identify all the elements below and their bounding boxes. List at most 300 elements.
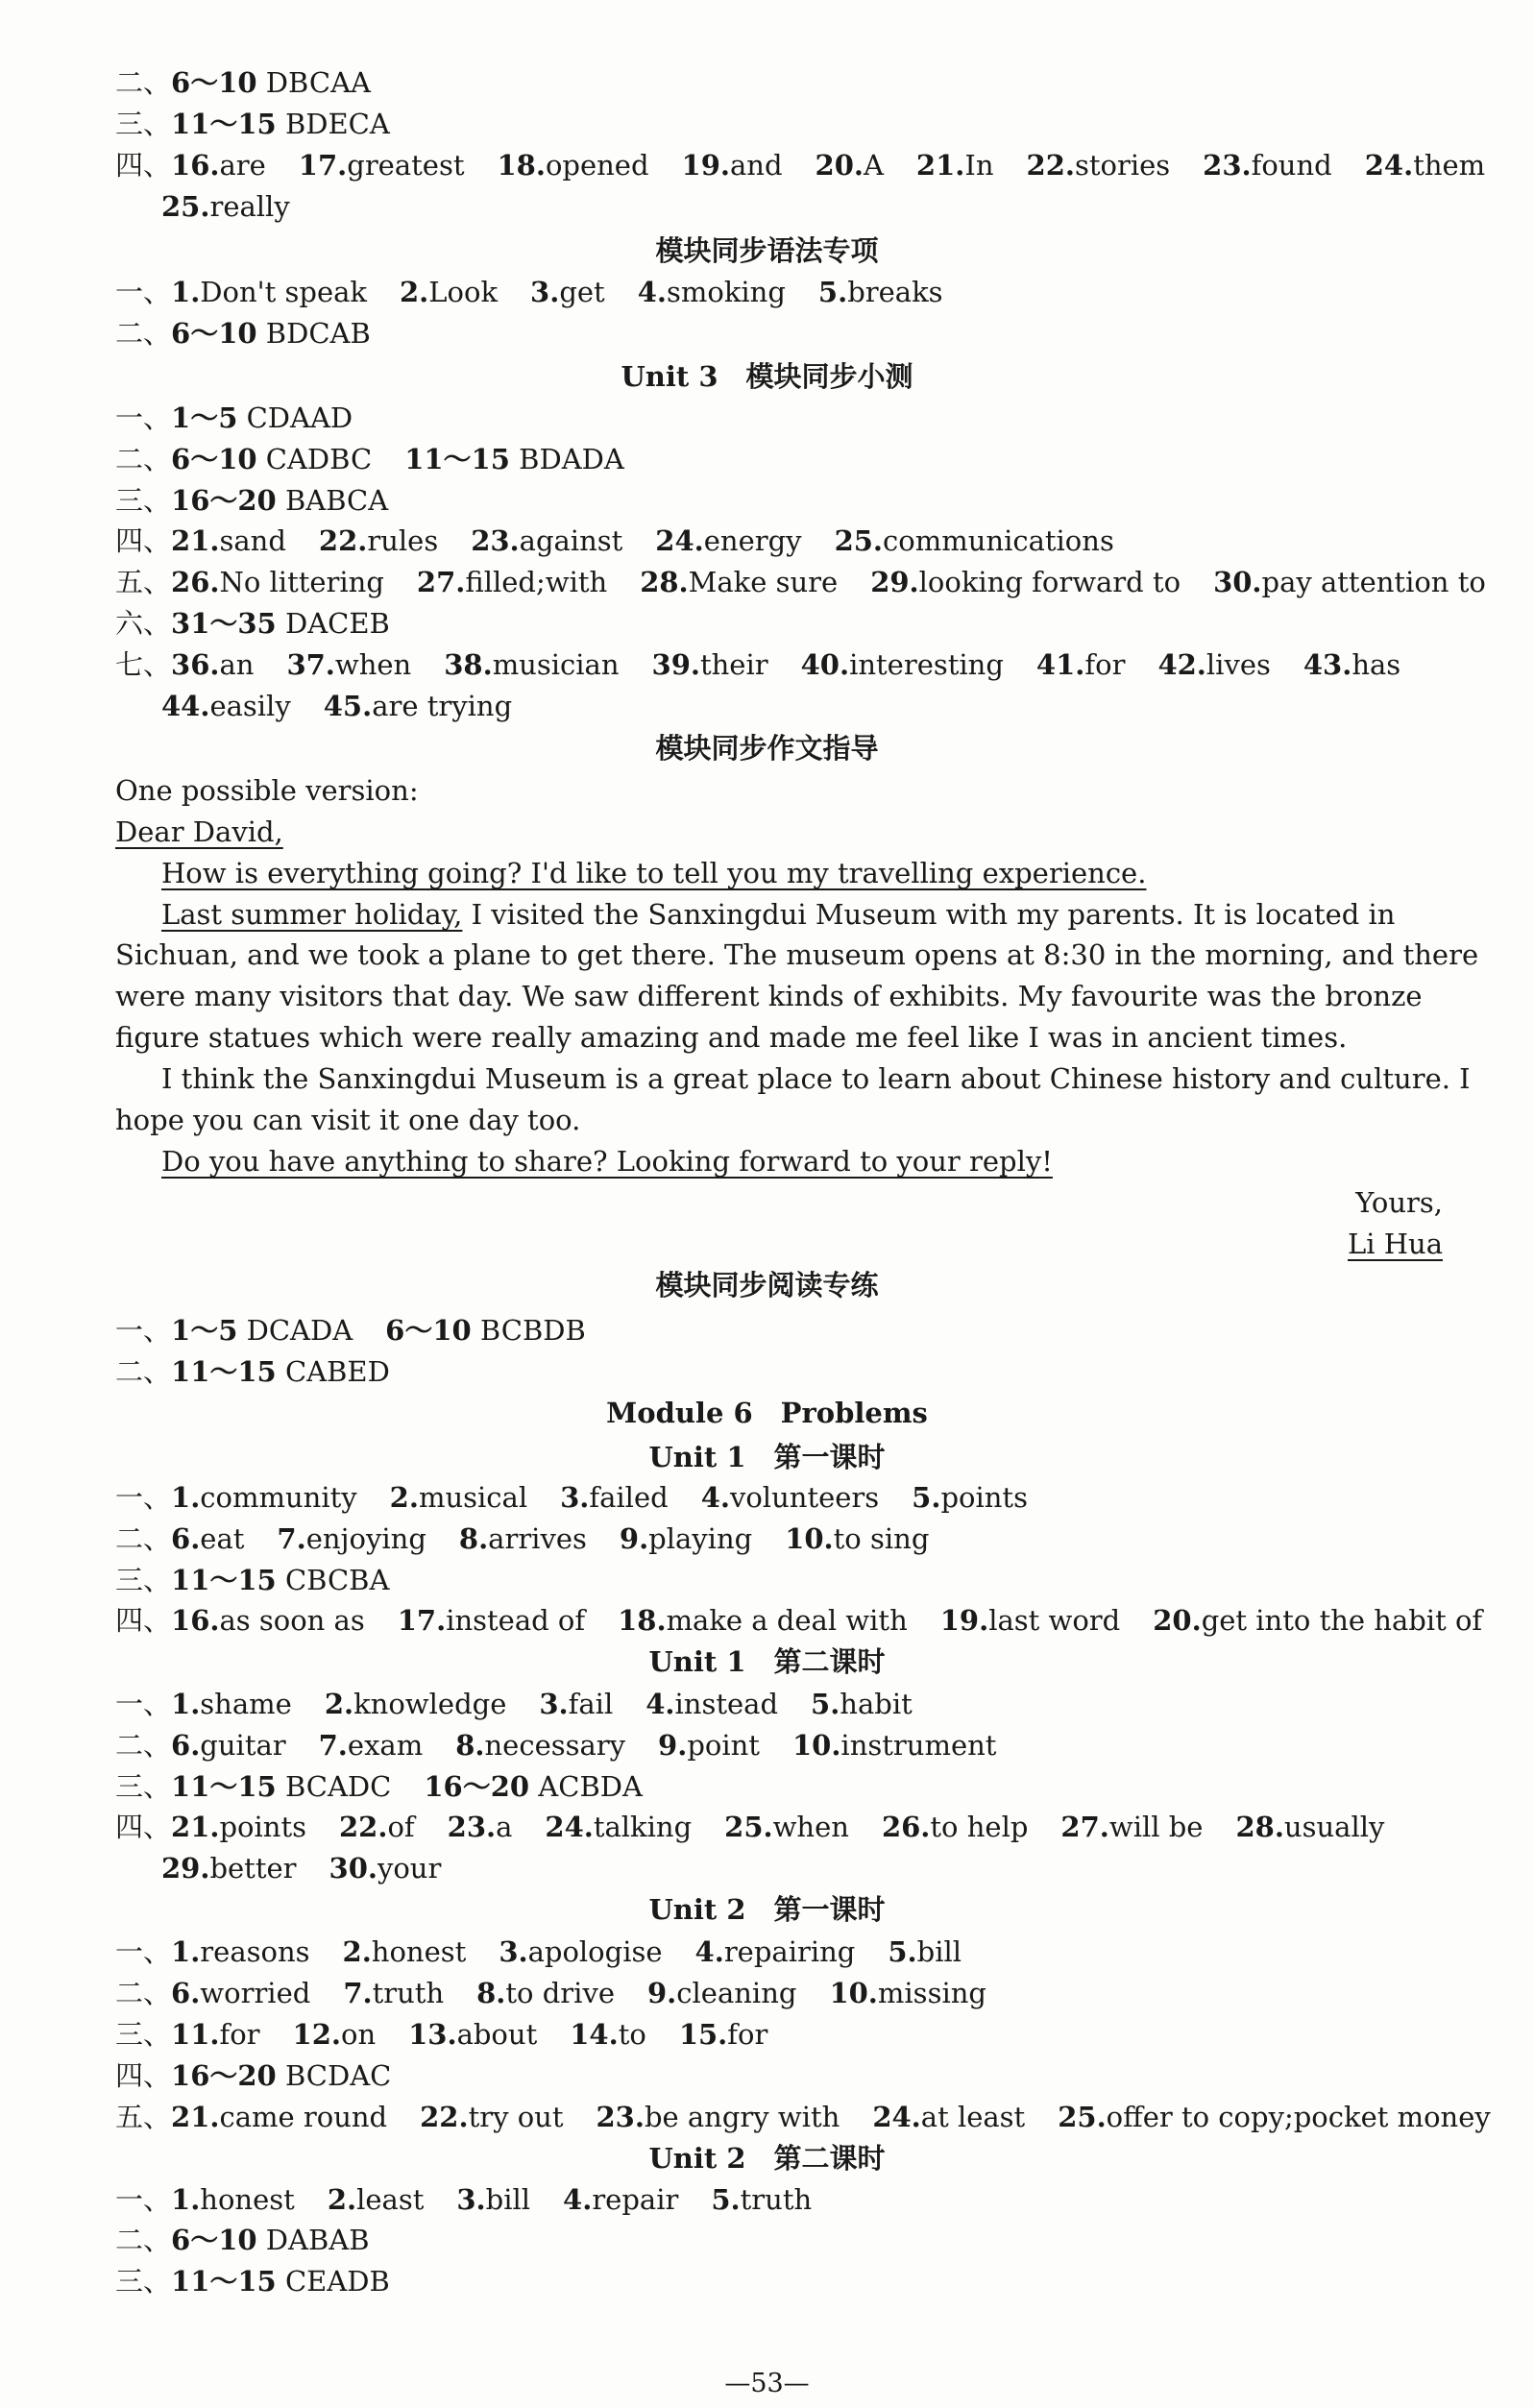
answer-text: easily	[209, 690, 291, 722]
question-number: 23.	[1203, 149, 1252, 182]
question-number: 8.	[458, 1522, 489, 1555]
answer-item	[882, 1811, 1028, 1843]
answer-text: stories	[1074, 149, 1171, 182]
answer-item	[499, 1935, 662, 1968]
question-number: 16～20	[424, 1770, 530, 1803]
question-group-label: 二、	[115, 1977, 172, 2009]
answer-item	[171, 1522, 244, 1555]
essay-line	[1355, 1186, 1443, 1219]
answer-text: fail	[568, 1688, 614, 1720]
question-number: 10.	[785, 1522, 834, 1555]
answer-item	[682, 149, 783, 182]
answer-item	[328, 2183, 425, 2216]
answer-item	[343, 1977, 444, 2009]
answer-text: greatest	[347, 149, 465, 182]
answer-text: for	[1084, 648, 1126, 681]
answer-text: for	[219, 2018, 260, 2051]
answer-text: CEADB	[276, 2265, 390, 2298]
answer-item	[417, 566, 607, 598]
answer-item	[324, 690, 512, 722]
answer-item	[724, 1811, 849, 1843]
answer-item	[385, 1314, 586, 1347]
answer-text: about	[456, 2018, 538, 2051]
answer-text: of	[387, 1811, 415, 1843]
answer-line	[115, 2226, 370, 2254]
answer-text: smoking	[666, 276, 786, 308]
answer-text: be angry with	[644, 2101, 840, 2133]
essay-line: Last summer holiday, I visited the Sanxingdui Museum with my parents. It is located in	[161, 898, 1396, 931]
question-number: 26.	[881, 1811, 931, 1843]
question-group-label: 三、	[115, 2018, 172, 2051]
question-number: 21.	[915, 149, 965, 182]
answer-line	[115, 1935, 962, 1968]
question-number: 17.	[397, 1604, 447, 1637]
answer-item	[811, 1688, 913, 1720]
answer-text: get into the habit of	[1201, 1604, 1483, 1637]
answer-line	[115, 2183, 813, 2216]
answer-item	[171, 401, 353, 434]
question-number: 5.	[711, 2183, 741, 2216]
answer-text: honest	[371, 1935, 467, 1968]
question-number: 4.	[637, 276, 667, 308]
answer-line	[115, 401, 353, 434]
answer-text: offer to copy;pocket money	[1106, 2101, 1491, 2133]
answer-item	[888, 1935, 962, 1968]
answer-item	[872, 2101, 1025, 2133]
answer-item	[277, 1522, 426, 1555]
answer-text: try out	[468, 2101, 564, 2133]
essay-line	[161, 1145, 1053, 1178]
question-number: 27.	[416, 566, 466, 598]
essay-text: were many visitors that day. We saw different kinds of exhibits. My favourite was the bronze	[115, 980, 1423, 1012]
question-number: 9.	[619, 1522, 649, 1555]
question-number: 4.	[700, 1481, 730, 1514]
answer-item	[171, 443, 372, 475]
question-number: 5.	[817, 276, 848, 308]
answer-item	[640, 566, 838, 598]
question-number: 20.	[1153, 1604, 1202, 1637]
answer-text: Don't speak	[200, 276, 367, 308]
answer-text: enjoying	[305, 1522, 426, 1555]
question-number: 4.	[645, 1688, 675, 1720]
answer-item	[161, 690, 291, 722]
question-number: 13.	[408, 2018, 457, 2051]
question-group-label: 四、	[115, 149, 172, 182]
question-group-label: 一、	[115, 1481, 172, 1514]
question-group-label: 三、	[115, 484, 172, 517]
answer-text: at least	[920, 2101, 1026, 2133]
answer-item	[424, 1770, 643, 1803]
question-number: 1.	[171, 276, 201, 308]
question-number: 3.	[539, 1688, 569, 1720]
answer-text: BCADC	[276, 1770, 392, 1803]
essay-text: Dear David,	[115, 815, 283, 848]
answer-item	[171, 2183, 295, 2216]
answer-item	[563, 2183, 678, 2216]
question-number: 7.	[343, 1977, 373, 2009]
answer-item	[476, 1977, 615, 2009]
question-number: 20.	[815, 149, 864, 182]
answer-item	[448, 1811, 513, 1843]
essay-text: Sichuan, and we took a plane to get there. The museum opens at 8:30 in the morning, and there	[115, 938, 1479, 971]
answer-line	[115, 2059, 392, 2092]
answer-item	[319, 1729, 424, 1762]
answer-item	[171, 276, 367, 308]
answer-item	[171, 1604, 365, 1637]
answer-line	[115, 648, 1401, 681]
question-group-label: 一、	[115, 1935, 172, 1968]
answer-item	[816, 149, 884, 182]
answer-text: sand	[219, 524, 286, 557]
essay-text: hope you can visit it one day too.	[115, 1104, 581, 1136]
question-group-label: 二、	[115, 317, 172, 350]
answer-line	[115, 484, 389, 517]
question-number: 16～20	[171, 484, 277, 517]
question-group-label: 五、	[115, 2101, 172, 2133]
answer-text: talking	[593, 1811, 693, 1843]
answer-text: instead of	[446, 1604, 586, 1637]
answer-text: musical	[418, 1481, 528, 1514]
answer-item	[444, 648, 619, 681]
essay-line	[115, 1104, 581, 1136]
question-number: 24.	[1364, 149, 1414, 182]
answer-text: a	[496, 1811, 513, 1843]
answer-text: necessary	[484, 1729, 626, 1762]
answer-item	[343, 1935, 467, 1968]
question-number: 6.	[171, 1977, 201, 2009]
answer-text: BCDAC	[276, 2059, 392, 2092]
answer-item	[701, 1481, 879, 1514]
question-number: 42.	[1157, 648, 1206, 681]
answer-text: guitar	[200, 1729, 286, 1762]
question-number: 16.	[171, 1604, 220, 1637]
essay-line	[161, 1062, 1471, 1095]
answer-text: when	[772, 1811, 849, 1843]
answer-item	[455, 1729, 625, 1762]
question-number: 1.	[171, 1688, 201, 1720]
question-number: 1.	[171, 2183, 201, 2216]
answer-item	[1365, 149, 1485, 182]
answer-item	[171, 2101, 387, 2133]
answer-item	[319, 524, 438, 557]
answer-text: A	[863, 149, 884, 182]
answer-line	[115, 1690, 913, 1718]
answer-text: are trying	[372, 690, 513, 722]
answer-line	[115, 607, 390, 640]
answer-text: BDCAB	[256, 317, 371, 350]
question-number: 6～10	[171, 317, 257, 350]
answer-text: looking forward to	[918, 566, 1181, 598]
question-number: 6.	[171, 1522, 201, 1555]
question-number: 8.	[476, 1977, 506, 2009]
essay-line	[115, 938, 1479, 971]
answer-text: to help	[930, 1811, 1029, 1843]
answer-text: worried	[200, 1977, 311, 2009]
question-group-label: 三、	[115, 1564, 172, 1596]
answer-item	[171, 2059, 391, 2092]
answer-text: point	[687, 1729, 760, 1762]
answer-text: volunteers	[729, 1481, 880, 1514]
answer-item	[329, 1852, 442, 1885]
answer-line	[115, 1729, 997, 1762]
answer-text: shame	[200, 1688, 292, 1720]
answer-line	[115, 2265, 390, 2298]
question-number: 23.	[447, 1811, 497, 1843]
answer-text: your	[377, 1852, 442, 1885]
answer-text: pay attention to	[1261, 566, 1486, 598]
answer-text: filled;with	[465, 566, 608, 598]
question-number: 24.	[872, 2101, 921, 2133]
answer-text: instrument	[840, 1729, 997, 1762]
question-number: 21.	[171, 2101, 220, 2133]
question-group-label: 二、	[115, 1355, 172, 1388]
section-heading: Unit 1 第二课时	[648, 1645, 886, 1678]
answer-text: bill	[485, 2183, 531, 2216]
answer-text: to drive	[505, 1977, 615, 2009]
answer-line	[115, 1314, 586, 1347]
answer-line	[115, 566, 1486, 598]
answer-text: to sing	[833, 1522, 930, 1555]
question-number: 37.	[286, 648, 335, 681]
answer-line	[115, 317, 371, 350]
answer-item	[171, 317, 371, 350]
answer-text: points	[219, 1811, 306, 1843]
question-number: 25.	[1058, 2101, 1107, 2133]
question-number: 27.	[1060, 1811, 1109, 1843]
question-number: 17.	[298, 149, 348, 182]
answer-item	[456, 2183, 530, 2216]
question-number: 30.	[1213, 566, 1262, 598]
answer-item	[171, 149, 266, 182]
answer-item	[695, 1935, 856, 1968]
question-number: 22.	[1026, 149, 1075, 182]
answer-text: repair	[592, 2183, 679, 2216]
answer-text: to	[618, 2018, 646, 2051]
answer-item	[161, 190, 290, 223]
answer-item	[835, 524, 1114, 557]
answer-text: came round	[219, 2101, 388, 2133]
answer-line	[115, 1770, 643, 1803]
question-number: 11～15	[171, 1770, 277, 1803]
question-number: 31～35	[171, 607, 277, 640]
question-number: 11～15	[171, 108, 277, 140]
question-number: 29.	[870, 566, 919, 598]
answer-text: DCADA	[237, 1314, 353, 1347]
essay-text: Yours,	[1355, 1186, 1443, 1219]
question-number: 10.	[829, 1977, 878, 2009]
answer-line	[115, 276, 943, 308]
answer-item	[171, 1977, 310, 2009]
answer-item	[171, 1481, 357, 1514]
answer-item	[1235, 1811, 1384, 1843]
answer-text: arrives	[488, 1522, 587, 1555]
answer-item	[459, 1522, 587, 1555]
answer-item	[171, 2018, 260, 2051]
answer-text: better	[209, 1852, 297, 1885]
answer-line	[115, 110, 390, 138]
answer-text: when	[334, 648, 412, 681]
answer-text: DABAB	[256, 2224, 370, 2256]
answer-item	[325, 1688, 507, 1720]
answer-text: their	[699, 648, 768, 681]
question-number: 18.	[618, 1604, 667, 1637]
answer-item	[404, 443, 624, 475]
answer-text: honest	[200, 2183, 295, 2216]
section-heading: 模块同步作文指导	[655, 732, 879, 765]
answer-item	[171, 1935, 310, 1968]
answer-text: on	[340, 2018, 377, 2051]
answer-text: communications	[883, 524, 1114, 557]
question-number: 14.	[570, 2018, 619, 2051]
answer-item	[171, 648, 254, 681]
answer-item	[1203, 149, 1332, 182]
answer-item	[818, 276, 943, 308]
essay-line	[115, 980, 1423, 1012]
answer-text: as soon as	[219, 1604, 365, 1637]
answer-text: bill	[916, 1935, 962, 1968]
question-number: 6.	[171, 1729, 201, 1762]
answer-text: points	[940, 1481, 1028, 1514]
answer-line	[115, 1564, 390, 1596]
question-number: 22.	[338, 1811, 388, 1843]
answer-line	[115, 1813, 1384, 1841]
question-number: 28.	[1235, 1811, 1284, 1843]
answer-text: them	[1413, 149, 1486, 182]
question-number: 25.	[834, 524, 884, 557]
question-number: 10.	[791, 1729, 841, 1762]
question-group-label: 六、	[115, 607, 172, 640]
answer-item	[408, 2018, 537, 2051]
question-group-label: 四、	[115, 1811, 172, 1843]
question-number: 23.	[596, 2101, 645, 2133]
answer-text: ACBDA	[529, 1770, 643, 1803]
question-group-label: 二、	[115, 66, 172, 99]
answer-item	[940, 1604, 1120, 1637]
answer-item	[171, 607, 390, 640]
essay-text: figure statues which were really amazing and made me feel like I was in ancient times.	[115, 1021, 1348, 1054]
answer-item	[171, 66, 371, 99]
answer-text: reasons	[200, 1935, 310, 1968]
question-number: 4.	[694, 1935, 724, 1968]
answer-text: really	[209, 190, 290, 223]
answer-text: knowledge	[353, 1688, 507, 1720]
answer-line	[161, 190, 290, 223]
section-heading: 模块同步语法专项	[655, 234, 879, 267]
answer-item	[171, 1688, 292, 1720]
essay-line	[1348, 1230, 1443, 1258]
question-number: 11～15	[171, 1564, 277, 1596]
answer-text: failed	[589, 1481, 669, 1514]
question-group-label: 三、	[115, 1770, 172, 1803]
question-group-label: 一、	[115, 2183, 172, 2216]
answer-item	[1303, 648, 1400, 681]
answer-item	[171, 2265, 390, 2298]
answer-text: apologise	[527, 1935, 663, 1968]
question-number: 11.	[171, 2018, 220, 2051]
answer-item	[1157, 648, 1270, 681]
question-group-label: 三、	[115, 2265, 172, 2298]
answer-text: and	[729, 149, 783, 182]
answer-item	[171, 1770, 391, 1803]
question-number: 38.	[444, 648, 493, 681]
answer-line	[115, 1522, 930, 1555]
question-number: 3.	[499, 1935, 528, 1968]
answer-text: CADBC	[256, 443, 373, 475]
question-number: 15.	[678, 2018, 728, 2051]
answer-item	[171, 1811, 306, 1843]
question-number: 16～20	[171, 2059, 277, 2092]
question-number: 11～15	[171, 2265, 277, 2298]
question-number: 30.	[329, 1852, 377, 1885]
answer-item	[530, 276, 605, 308]
answer-item	[570, 2018, 646, 2051]
question-number: 23.	[471, 524, 520, 557]
answer-text: against	[519, 524, 623, 557]
question-number: 25.	[161, 190, 210, 223]
essay-line	[115, 815, 283, 848]
question-number: 28.	[640, 566, 689, 598]
answer-text: CBCBA	[276, 1564, 390, 1596]
answer-item	[286, 648, 411, 681]
essay-line	[115, 1021, 1348, 1054]
answer-item	[1036, 648, 1126, 681]
question-number: 18.	[497, 149, 546, 182]
question-number: 40.	[800, 648, 850, 681]
answer-item	[560, 1481, 669, 1514]
answer-item	[420, 2101, 563, 2133]
question-number: 24.	[545, 1811, 594, 1843]
answer-text: community	[200, 1481, 357, 1514]
essay-text: Li Hua	[1347, 1228, 1443, 1260]
question-number: 25.	[724, 1811, 773, 1843]
answer-text: lives	[1205, 648, 1271, 681]
answer-line	[115, 1604, 1483, 1637]
answer-item	[161, 1852, 297, 1885]
question-number: 21.	[171, 1811, 220, 1843]
answer-text: interesting	[849, 648, 1004, 681]
answer-text: will be	[1108, 1811, 1204, 1843]
answer-text: truth	[740, 2183, 813, 2216]
section-heading: Unit 2 第一课时	[648, 1893, 886, 1926]
answer-line	[115, 1977, 986, 2009]
question-number: 22.	[420, 2101, 469, 2133]
question-number: 8.	[455, 1729, 485, 1762]
answer-text: breaks	[847, 276, 943, 308]
answer-text: instead	[674, 1688, 779, 1720]
question-number: 39.	[651, 648, 700, 681]
question-group-label: 四、	[115, 1604, 172, 1637]
answer-text: DACEB	[276, 607, 390, 640]
question-group-label: 二、	[115, 1729, 172, 1762]
question-number: 6～10	[171, 2224, 257, 2256]
answer-item	[339, 1811, 415, 1843]
answer-text: CABED	[276, 1355, 390, 1388]
question-number: 3.	[560, 1481, 590, 1514]
answer-item	[171, 1314, 353, 1347]
answer-item	[171, 484, 388, 517]
question-number: 2.	[400, 276, 429, 308]
question-group-label: 二、	[115, 443, 172, 475]
answer-text: eat	[200, 1522, 245, 1555]
answer-text: an	[219, 648, 255, 681]
answer-text: least	[356, 2183, 425, 2216]
answer-item	[171, 566, 384, 598]
answer-item	[792, 1729, 996, 1762]
question-group-label: 一、	[115, 1688, 172, 1720]
question-number: 3.	[456, 2183, 486, 2216]
question-number: 6～10	[171, 443, 257, 475]
question-number: 12.	[292, 2018, 341, 2051]
